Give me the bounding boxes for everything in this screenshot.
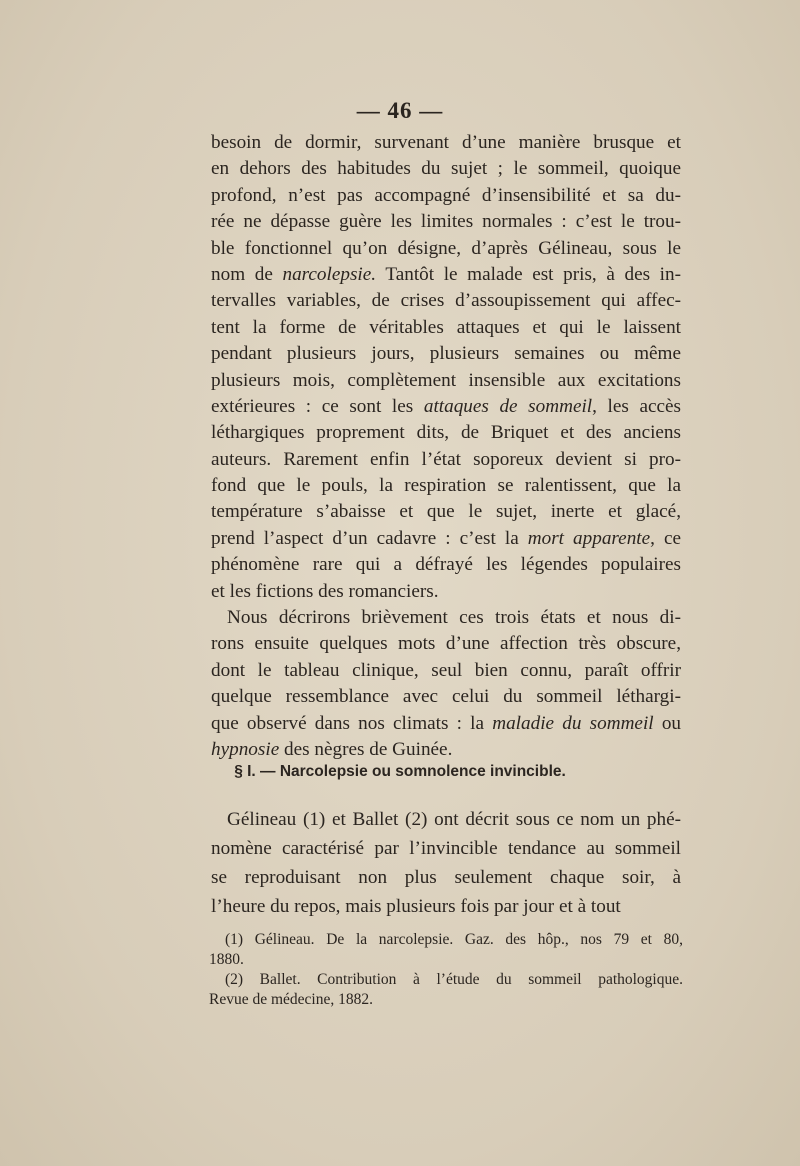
paragraph1-line: température s’abaisse et que le sujet, inerte et glacé, bbox=[211, 501, 681, 523]
paragraph1-line: en dehors des habitudes du sujet ; le sommeil, quoique bbox=[211, 158, 681, 180]
paragraph1-line: profond, n’est pas accompagné d’insensibilité et sa du- bbox=[211, 184, 681, 206]
paragraph2-line: Nous décrirons brièvement ces trois états et nous di- bbox=[227, 607, 681, 629]
paragraph1-line: auteurs. Rarement enfin l’état soporeux devient si pro- bbox=[211, 448, 681, 470]
paragraph1-line: tent la forme de véritables attaques et qui le laissent bbox=[211, 316, 681, 338]
paragraph1-line: phénomène rare qui a défrayé les légendes populaires bbox=[211, 554, 681, 576]
footnote-list bbox=[209, 930, 683, 1010]
paragraph1-line: pendant plusieurs jours, plusieurs semaines ou même bbox=[211, 343, 681, 365]
section-heading: § I. — Narcolepsie ou somnolence invincible. bbox=[234, 763, 566, 780]
paragraph-3 bbox=[211, 805, 681, 921]
footnotes bbox=[209, 930, 683, 1010]
paragraph2-line: que observé dans nos climats : la maladie du sommeil ou bbox=[211, 712, 682, 734]
paragraph-2 bbox=[211, 605, 681, 763]
paragraph1-line: prend l’aspect d’un cadavre : c’est la mort apparente, ce bbox=[211, 527, 681, 549]
paragraph1-line: fond que le pouls, la respiration se ralentissent, que la bbox=[211, 475, 681, 497]
section-text bbox=[211, 805, 681, 921]
paragraph2-line: hypnosie des nègres de Guinée. bbox=[211, 738, 453, 760]
main-text bbox=[211, 130, 681, 763]
paragraph1-line: léthargiques proprement dits, de Briquet et des anciens bbox=[211, 422, 681, 444]
paragraph1-line: extérieures : ce sont les attaques de sommeil, les accès bbox=[211, 395, 681, 417]
footnotes-line: Revue de médecine, 1882. bbox=[209, 991, 373, 1008]
paragraph-1 bbox=[211, 130, 681, 605]
footnotes-line: 1880. bbox=[209, 951, 244, 968]
paragraph2-line: dont le tableau clinique, seul bien connu, paraît offrir bbox=[211, 659, 681, 681]
paragraph2-line: rons ensuite quelques mots d’une affection très obscure, bbox=[211, 633, 681, 655]
paragraph3-line: Gélineau (1) et Ballet (2) ont décrit sous ce nom un phé- bbox=[227, 809, 681, 830]
paragraph3-line: l’heure du repos, mais plusieurs fois par jour et à tout bbox=[211, 896, 621, 917]
footnotes-line: (2) Ballet. Contribution à l’étude du sommeil pathologique. bbox=[225, 971, 683, 988]
page-number: — 46 — bbox=[356, 98, 444, 123]
paragraph1-line: besoin de dormir, survenant d’une manière brusque et bbox=[211, 132, 681, 153]
footnotes-line: (1) Gélineau. De la narcolepsie. Gaz. des hôp., nos 79 et 80, bbox=[225, 931, 683, 948]
paragraph1-line: tervalles variables, de crises d’assoupissement qui affec- bbox=[211, 290, 681, 312]
paragraph1-line: et les fictions des romanciers. bbox=[211, 580, 439, 602]
paragraph3-line: nomène caractérisé par l’invincible tendance au sommeil bbox=[211, 838, 681, 859]
paragraph3-line: se reproduisant non plus seulement chaque soir, à bbox=[211, 867, 681, 888]
paragraph1-line: rée ne dépasse guère les limites normales : c’est le trou- bbox=[211, 211, 681, 233]
paragraph1-line: plusieurs mois, complètement insensible aux excitations bbox=[211, 369, 681, 391]
paragraph1-line: ble fonctionnel qu’on désigne, d’après Gélineau, sous le bbox=[211, 237, 681, 259]
paragraph2-line: quelque ressemblance avec celui du sommeil léthargi- bbox=[211, 686, 681, 708]
paragraph1-line: nom de narcolepsie. Tantôt le malade est pris, à des in- bbox=[211, 263, 681, 285]
